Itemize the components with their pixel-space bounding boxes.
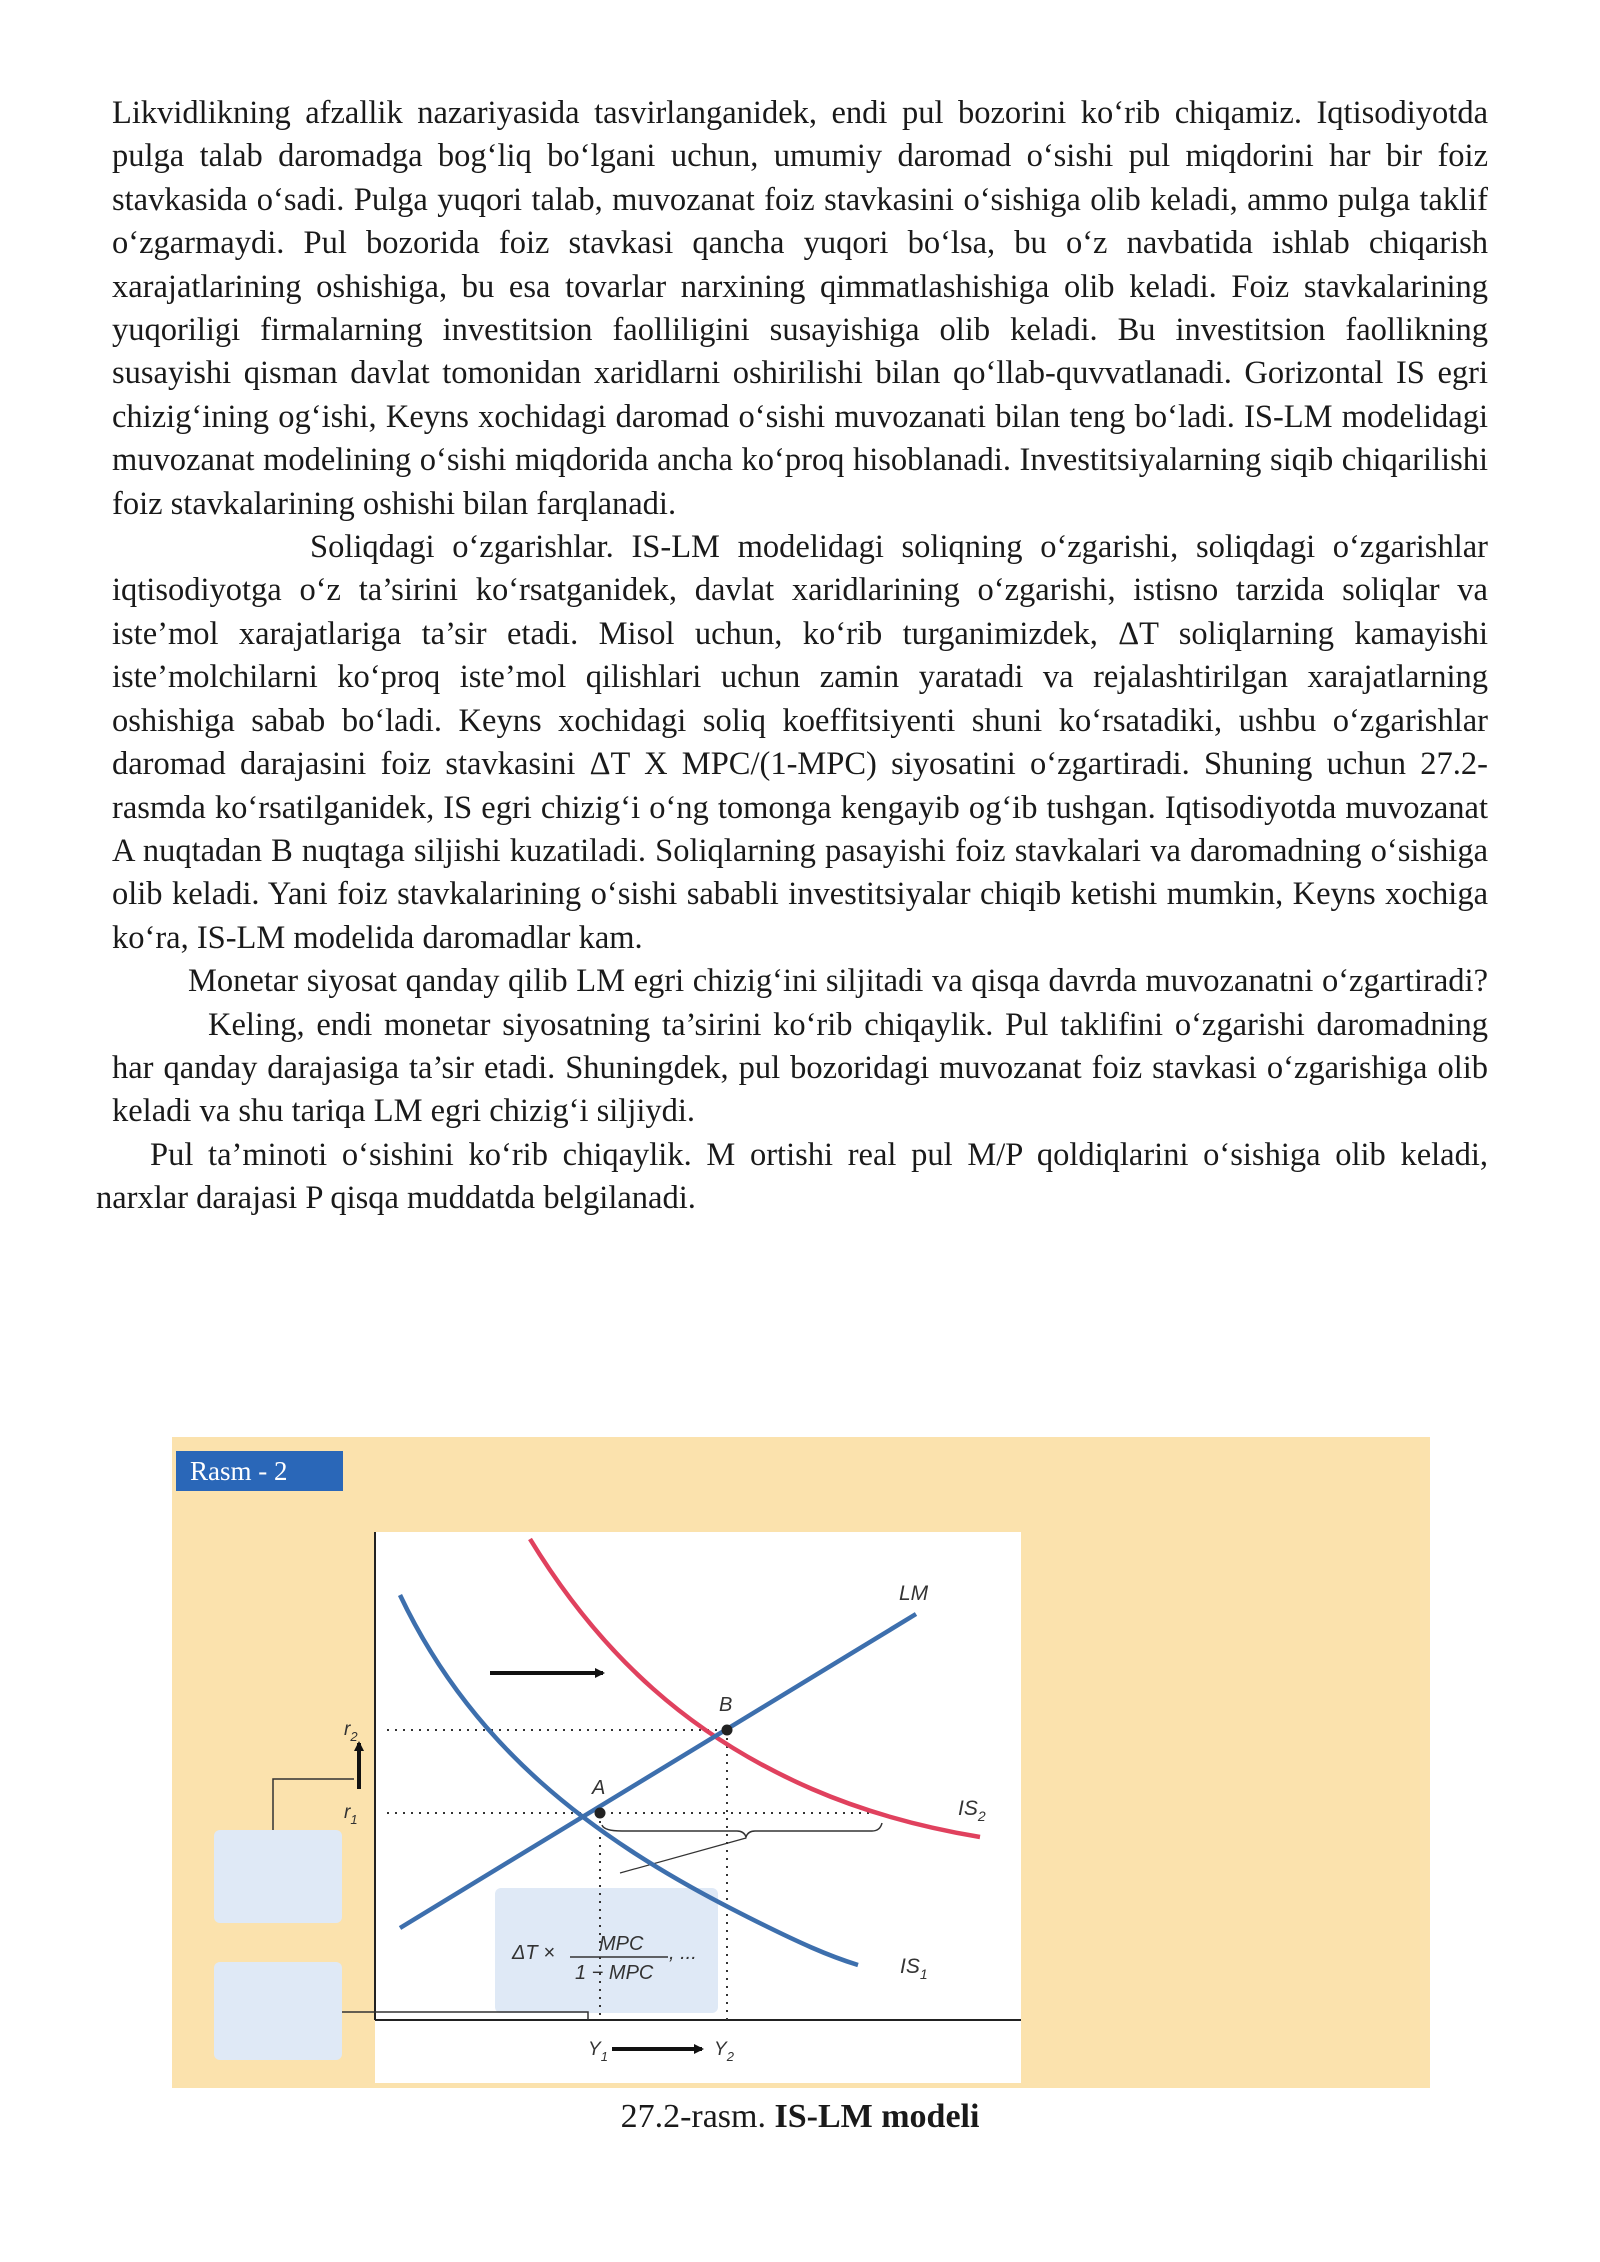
formula-denominator: 1 − MPC: [575, 1962, 654, 1984]
shift-brace: [602, 1823, 882, 1837]
paragraph-4: Keling, endi monetar siyosatning ta’sirini ko‘rib chiqaylik. Pul taklifini o‘zgarishi daromadning har qanday darajasiga ta’sir etadi. Shuningdek, pul bozoridagi muvozanat foiz stavkasi o‘zgarishiga olib keladi va shu tariqa LM egri chizig‘i siljiydi.: [112, 1006, 1488, 1130]
body-text: [96, 92, 1488, 1221]
caption-prefix: 27.2-rasm.: [620, 2098, 775, 2135]
lm-curve: [400, 1614, 916, 1928]
formula-numerator: MPC: [599, 1933, 644, 1955]
is-lm-diagram: [172, 1437, 1430, 2088]
paragraph-2: Soliqdagi o‘zgarishlar. IS-LM modelidagi soliqning o‘zgarishi, soliqdagi o‘zgarishlar iqtisodiyotga o‘z ta’sirini ko‘rsatganidek, davlat xaridlarining o‘zgarishi, istisno tarzida soliqlar va iste’mol xarajatlariga ta’sir etadi. Misol uchun, ko‘rib turganimizdek, ΔT soliqlarning kamayishi iste’molchilarni ko‘proq iste’mol qilishlari uchun zamin yaratadi va rejalashtirilgan xarajatlarning oshishiga sabab bo‘ladi. Keyns xochidagi soliq koeffitsiyenti shuni ko‘rsatadiki, ushbu o‘zgarishlar daromad darajasini foiz stavkasini ΔT X MPC/(1-MPC) siyosatini o‘zgartiradi. Shuning uchun 27.2-rasmda ko‘rsatilganidek, IS egri chizig‘i o‘ng tomonga kengayib og‘ib tushgan. Iqtisodiyotda muvozanat A nuqtadan B nuqtaga siljishi kuzatiladi. Soliqlarning pasayishi foiz stavkalari va daromadning o‘sishiga olib keladi. Yani foiz stavkalarining o‘sishi sababli investitsiyalar chiqib ketishi mumkin, Keyns xochiga ko‘ra, IS-LM modelida daromadlar kam.: [112, 529, 1488, 956]
y2-label: $Y_2$: [714, 2039, 734, 2064]
paragraph-5: Pul ta’minoti o‘sishini ko‘rib chiqaylik. M ortishi real pul M/P qoldiqlarini o‘sishiga olib keladi, narxlar darajasi P qisqa muddatda belgilanadi.: [96, 1136, 1488, 1217]
figure-caption: [0, 2095, 1600, 2139]
formula-left: ΔT ×: [512, 1942, 555, 1964]
figure-is-lm: [172, 1437, 1430, 2088]
point-a-label: A: [592, 1777, 606, 1799]
is1-label: $IS_1$: [900, 1955, 928, 1982]
figure-badge: Rasm - 2: [176, 1451, 343, 1491]
connector-top: [273, 1779, 354, 1830]
paragraph-1: Likvidlikning afzallik nazariyasida tasvirlanganidek, endi pul bozorini ko‘rib chiqamiz. Iqtisodiyotda pulga talab daromadga bog‘liq bo‘lgani uchun, umumiy daromad o‘sishi pul miqdorini har bir foiz stavkasida o‘sadi. Pulga yuqori talab, muvozanat foiz stavkasini o‘sishiga olib keladi, ammo pulga taklif o‘zgarmaydi. Pul bozorida foiz stavkasi qancha yuqori bo‘lsa, bu o‘z navbatida ishlab chiqarish xarajatlarining oshishiga, bu esa tovarlar narxining qimmatlashishiga olib keladi. Foiz stavkalarining yuqoriligi firmalarning investitsion faolliligini susayishiga olib keladi. Bu investitsion faollikning susayishi qisman davlat tomonidan xaridlarni oshirilishi bilan qo‘llab-quvvatlanadi. Gorizontal IS egri chizig‘ining og‘ishi, Keyns xochidagi daromad o‘sishi muvozanati bilan teng bo‘ladi. IS-LM modelidagi muvozanat modelining o‘sishi miqdorida ancha ko‘proq hisoblanadi. Investitsiyalarning siqib chiqarilishi foiz stavkalarining oshishi bilan farqlanadi.: [112, 95, 1488, 522]
is2-label: $IS_2$: [958, 1797, 986, 1824]
connector-bottom: [342, 2012, 588, 2020]
formula-tail: , ...: [669, 1942, 697, 1964]
point-a-marker: [595, 1808, 606, 1819]
y1-label: $Y_1$: [588, 2039, 608, 2064]
r1-label: $r_1$: [344, 1802, 358, 1827]
point-b-label: B: [719, 1694, 733, 1716]
paragraph-3-question: Monetar siyosat qanday qilib LM egri chizig‘ini siljitadi va qisqa davrda muvozanatni o‘zgartiradi?: [188, 963, 1488, 1000]
point-b-marker: [722, 1725, 733, 1736]
caption-title: IS-LM modeli: [774, 2098, 980, 2135]
lm-label: LM: [899, 1582, 929, 1605]
r2-label: $r_2$: [344, 1719, 358, 1744]
